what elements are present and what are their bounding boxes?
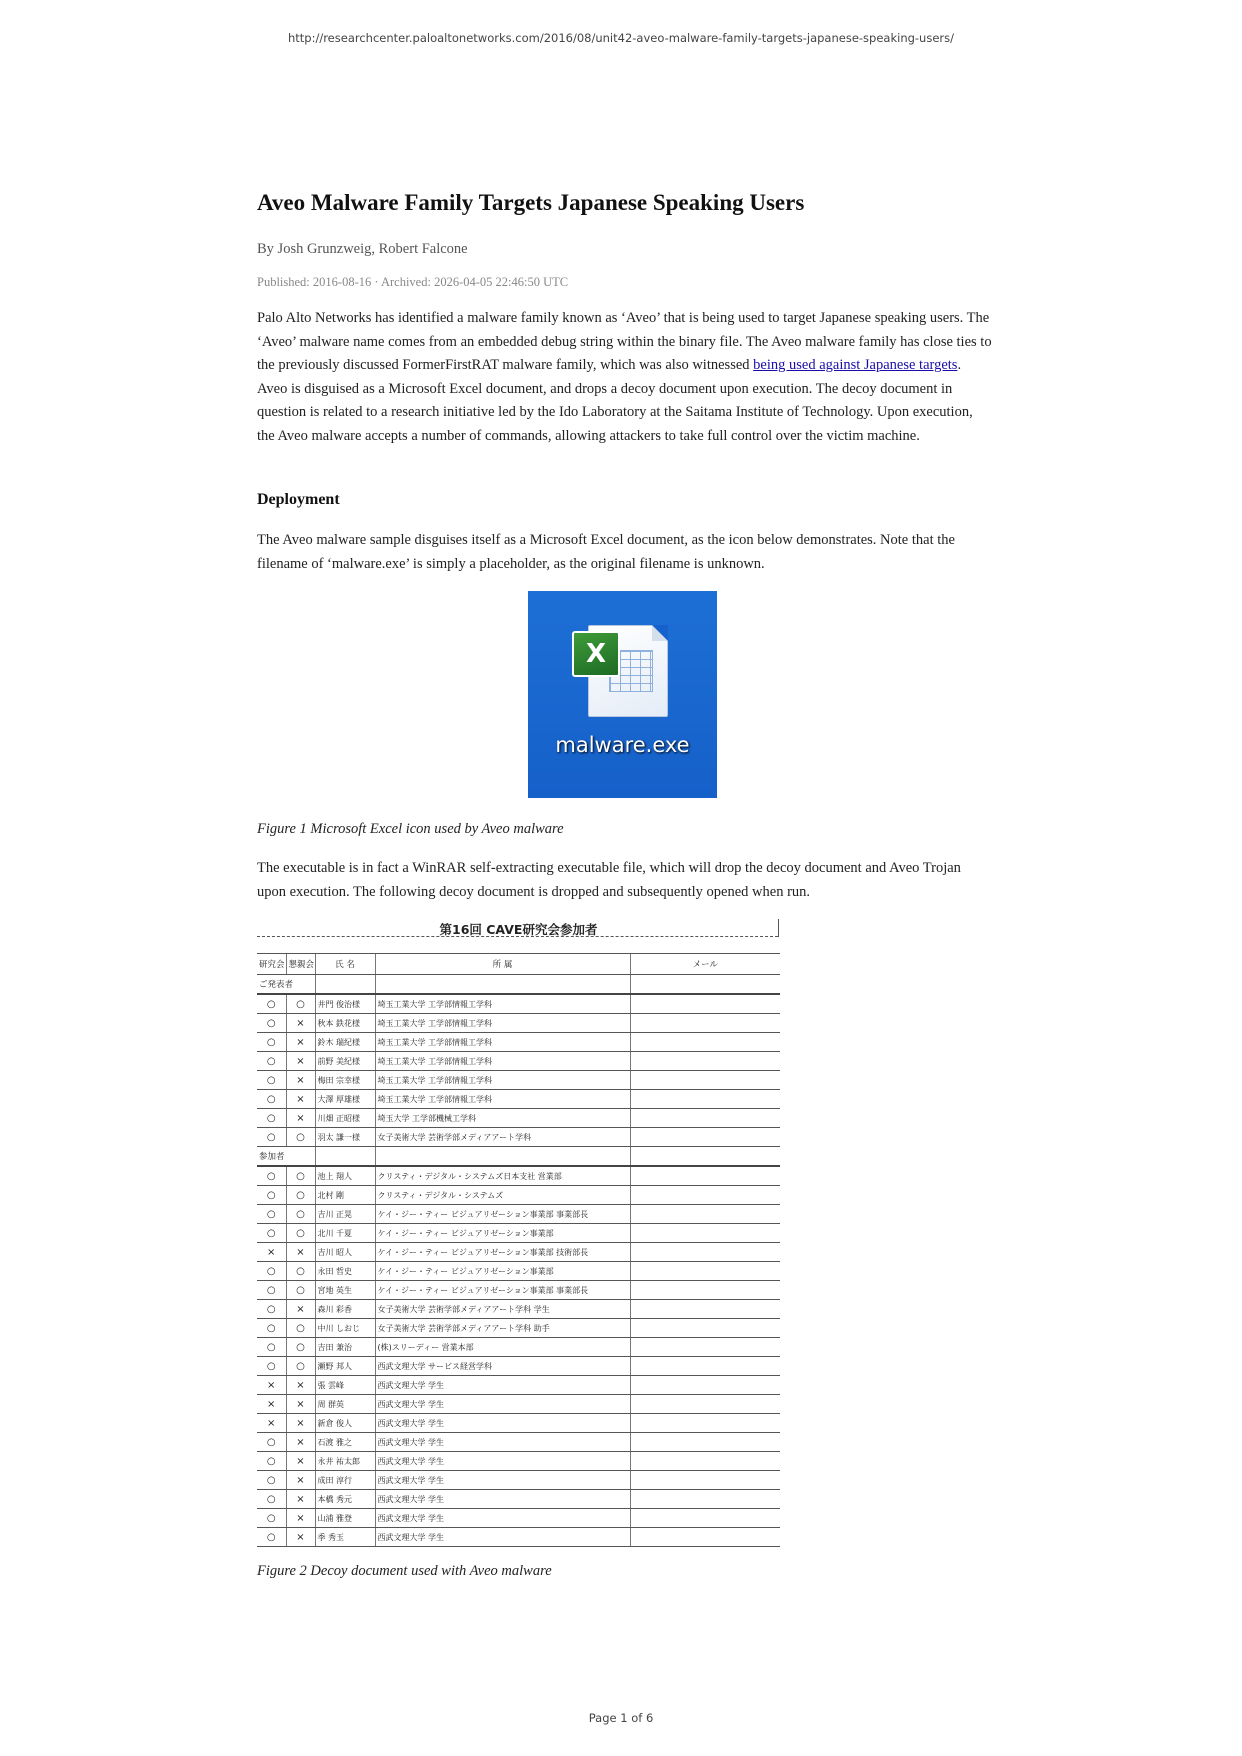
execution-paragraph: The executable is in fact a WinRAR self-extracting executable file, which will drop the decoy document and Aveo Trojan upon execution. The following decoy document is dropped and subsequently opened when run. (257, 860, 961, 900)
section-label: ご発表者 (257, 975, 315, 995)
attendee-name: 梅田 宗幸様 (315, 1071, 375, 1090)
study-mark: ○ (257, 1071, 286, 1090)
deployment-paragraph: The Aveo malware sample disguises itself as a Microsoft Excel document, as the icon below demonstrates. Note that the filename of ‘malware.exe’ is simply a placeholder, as the original filename is unknown. (257, 532, 955, 572)
email-cell (630, 1166, 780, 1186)
study-mark: ○ (257, 1357, 286, 1376)
attendee-name: 前野 美紀様 (315, 1052, 375, 1071)
attendee-name: 新倉 俊人 (315, 1414, 375, 1433)
social-mark: ○ (286, 1338, 315, 1357)
attendee-affiliation: 女子美術大学 芸術学部メディアアート学科 (375, 1128, 630, 1147)
attendee-affiliation: ケイ・ジー・ティー ビジュアリゼーション事業部 事業部長 (375, 1281, 630, 1300)
study-mark: ○ (257, 1166, 286, 1186)
filename-label: malware.exe (555, 733, 690, 757)
social-mark: × (286, 1528, 315, 1547)
email-cell (630, 1281, 780, 1300)
decoy-title: 第16回 CAVE研究会参加者 (439, 922, 598, 937)
attendee-affiliation: 埼玉工業大学 工学部情報工学科 (375, 1033, 630, 1052)
attendee-name: 石渡 雅之 (315, 1433, 375, 1452)
email-cell (630, 1014, 780, 1033)
page-fold (652, 625, 668, 641)
email-cell (630, 1509, 780, 1528)
email-cell (630, 1395, 780, 1414)
attendee-name: 森川 彩香 (315, 1300, 375, 1319)
empty-cell (630, 1147, 780, 1167)
study-mark: ○ (257, 1052, 286, 1071)
email-cell (630, 1090, 780, 1109)
table-row (257, 1471, 780, 1490)
attendee-name: 北村 剛 (315, 1186, 375, 1205)
email-cell (630, 1357, 780, 1376)
social-mark: ○ (286, 1128, 315, 1147)
study-mark: ○ (257, 1509, 286, 1528)
attendee-affiliation: 西武文理大学 学生 (375, 1452, 630, 1471)
attendee-affiliation: 西武文理大学 学生 (375, 1395, 630, 1414)
attendee-affiliation: 埼玉工業大学 工学部情報工学科 (375, 1052, 630, 1071)
email-cell (630, 1186, 780, 1205)
figure-decoy-document (257, 917, 780, 1543)
attendee-name: 吉田 兼治 (315, 1338, 375, 1357)
intro-paragraph (257, 307, 993, 448)
table-row (257, 1357, 780, 1376)
attendee-name: 周 群英 (315, 1395, 375, 1414)
attendee-affiliation: 西武文理大学 学生 (375, 1414, 630, 1433)
attendee-name: 井門 俊治様 (315, 994, 375, 1014)
study-mark: ○ (257, 1109, 286, 1128)
publish-meta: Published: 2016-08-16 · Archived: 2026-04-05 22:46:50 UTC (257, 275, 569, 289)
study-mark: ○ (257, 994, 286, 1014)
article-title: Aveo Malware Family Targets Japanese Speaking Users (257, 190, 805, 215)
email-cell (630, 1109, 780, 1128)
study-mark: ○ (257, 1014, 286, 1033)
social-mark: × (286, 1376, 315, 1395)
email-cell (630, 1414, 780, 1433)
table-row (257, 1490, 780, 1509)
email-cell (630, 1262, 780, 1281)
attendee-affiliation: 西武文理大学 学生 (375, 1490, 630, 1509)
table-row (257, 1071, 780, 1090)
empty-cell (315, 1147, 375, 1167)
social-mark: ○ (286, 1281, 315, 1300)
excel-badge-icon: X (572, 631, 620, 677)
attendee-affiliation: 西武文理大学 学生 (375, 1509, 630, 1528)
social-mark: × (286, 1071, 315, 1090)
social-mark: × (286, 1395, 315, 1414)
table-row (257, 1338, 780, 1357)
email-cell (630, 1205, 780, 1224)
study-mark: ○ (257, 1090, 286, 1109)
attendee-affiliation: 女子美術大学 芸術学部メディアアート学科 学生 (375, 1300, 630, 1319)
table-row (257, 1205, 780, 1224)
study-mark: ○ (257, 1433, 286, 1452)
study-mark: ○ (257, 1338, 286, 1357)
attendee-table (257, 953, 780, 1547)
social-mark: ○ (286, 994, 315, 1014)
table-row (257, 1452, 780, 1471)
attendee-name: 山浦 雅登 (315, 1509, 375, 1528)
email-cell (630, 1128, 780, 1147)
table-row (257, 994, 780, 1014)
attendee-affiliation: ケイ・ジー・ティー ビジュアリゼーション事業部 (375, 1262, 630, 1281)
social-mark: × (286, 1452, 315, 1471)
attendee-name: 本橋 秀元 (315, 1490, 375, 1509)
header-name: 氏 名 (315, 954, 375, 975)
study-mark: × (257, 1395, 286, 1414)
email-cell (630, 1033, 780, 1052)
social-mark: × (286, 1014, 315, 1033)
social-mark: ○ (286, 1186, 315, 1205)
social-mark: ○ (286, 1319, 315, 1338)
source-url: http://researchcenter.paloaltonetworks.com/2016/08/unit42-aveo-malware-family-targets-japanese-speaking-users/ (287, 31, 955, 45)
attendee-affiliation: クリスティ・デジタル・システムズ (375, 1186, 630, 1205)
social-mark: ○ (286, 1166, 315, 1186)
table-row (257, 1052, 780, 1071)
email-cell (630, 1376, 780, 1395)
social-mark: × (286, 1243, 315, 1262)
social-mark: ○ (286, 1205, 315, 1224)
header-study-meeting: 研究会 (257, 954, 286, 975)
attendee-name: 吉川 昭人 (315, 1243, 375, 1262)
social-mark: × (286, 1300, 315, 1319)
social-mark: × (286, 1509, 315, 1528)
attendee-affiliation: 西武文理大学 学生 (375, 1376, 630, 1395)
attendee-affiliation: 埼玉工業大学 工学部情報工学科 (375, 994, 630, 1014)
decoy-dashed-rule (257, 936, 778, 937)
attendee-affiliation: 西武文理大学 学生 (375, 1528, 630, 1547)
attendee-name: 成田 淳行 (315, 1471, 375, 1490)
table-row (257, 1109, 780, 1128)
email-cell (630, 1490, 780, 1509)
study-mark: ○ (257, 1262, 286, 1281)
table-row (257, 1414, 780, 1433)
attendee-affiliation: 西武文理大学 学生 (375, 1471, 630, 1490)
email-cell (630, 1243, 780, 1262)
table-row (257, 1509, 780, 1528)
figure-excel-icon (528, 591, 717, 798)
social-mark: × (286, 1471, 315, 1490)
attendee-affiliation: 埼玉工業大学 工学部情報工学科 (375, 1071, 630, 1090)
attendee-name: 北川 千夏 (315, 1224, 375, 1243)
social-mark: × (286, 1490, 315, 1509)
section-row-participants (257, 1147, 780, 1167)
social-mark: × (286, 1052, 315, 1071)
email-cell (630, 1452, 780, 1471)
attendee-affiliation: 埼玉工業大学 工学部情報工学科 (375, 1014, 630, 1033)
social-mark: × (286, 1033, 315, 1052)
attendee-name: 張 雲峰 (315, 1376, 375, 1395)
study-mark: ○ (257, 1471, 286, 1490)
attendee-affiliation: 埼玉大学 工学部機械工学科 (375, 1109, 630, 1128)
header-affiliation: 所 属 (375, 954, 630, 975)
section-label: 参加者 (257, 1147, 315, 1167)
empty-cell (315, 975, 375, 995)
email-cell (630, 1471, 780, 1490)
social-mark: × (286, 1109, 315, 1128)
header-social-meeting: 懇親会 (286, 954, 315, 975)
study-mark: ○ (257, 1490, 286, 1509)
section-heading-deployment: Deployment (257, 491, 340, 508)
intro-text-end: . Aveo is disguised as a Microsoft Excel document, and drops a decoy document upon execution. The decoy document in question is related to a research initiative led by the Ido Laboratory at the Saitama Institute of Technology. Upon execution, the Aveo malware accepts a number of commands, allowing attackers to take full control over the victim machine. (257, 357, 973, 444)
table-row (257, 1090, 780, 1109)
japanese-targets-link[interactable]: being used against Japanese targets (753, 357, 958, 373)
study-mark: ○ (257, 1186, 286, 1205)
intro-text-start: Palo Alto Networks has identified a malware family known as ‘Aveo’ that is being used to target Japanese speaking users. The ‘Aveo’ malware name comes from an embedded debug string within the binary file. The Aveo malware family has close ties to the previously discussed FormerFirstRAT malware family, which was also witnessed (257, 310, 992, 373)
study-mark: × (257, 1243, 286, 1262)
social-mark: × (286, 1433, 315, 1452)
table-row (257, 1395, 780, 1414)
email-cell (630, 1433, 780, 1452)
table-header-row (257, 954, 780, 975)
section-row-presenters (257, 975, 780, 995)
figure1-caption: Figure 1 Microsoft Excel icon used by Aveo malware (257, 821, 564, 837)
byline: By Josh Grunzweig, Robert Falcone (257, 241, 468, 257)
attendee-affiliation: 女子美術大学 芸術学部メディアアート学科 助手 (375, 1319, 630, 1338)
header-email: メール (630, 954, 780, 975)
attendee-affiliation: ケイ・ジー・ティー ビジュアリゼーション事業部 事業部長 (375, 1205, 630, 1224)
study-mark: × (257, 1414, 286, 1433)
study-mark: ○ (257, 1300, 286, 1319)
empty-cell (375, 975, 630, 995)
attendee-name: 鈴木 瑞紀様 (315, 1033, 375, 1052)
table-row (257, 1014, 780, 1033)
study-mark: ○ (257, 1205, 286, 1224)
attendee-affiliation: 西武文理大学 サービス経営学科 (375, 1357, 630, 1376)
table-row (257, 1033, 780, 1052)
table-row (257, 1528, 780, 1547)
attendee-name: 瀬野 邦人 (315, 1357, 375, 1376)
social-mark: ○ (286, 1262, 315, 1281)
attendee-name: 川畑 正昭様 (315, 1109, 375, 1128)
attendee-name: 池上 翔人 (315, 1166, 375, 1186)
attendee-name: 永田 哲史 (315, 1262, 375, 1281)
email-cell (630, 1338, 780, 1357)
email-cell (630, 1300, 780, 1319)
attendee-affiliation: ケイ・ジー・ティー ビジュアリゼーション事業部 (375, 1224, 630, 1243)
table-row (257, 1262, 780, 1281)
figure2-caption: Figure 2 Decoy document used with Aveo malware (257, 1563, 552, 1579)
attendee-affiliation: クリスティ・デジタル・システムズ日本支社 営業部 (375, 1166, 630, 1186)
page-number: Page 1 of 6 (588, 1711, 654, 1725)
table-row (257, 1376, 780, 1395)
study-mark: ○ (257, 1452, 286, 1471)
table-row (257, 1319, 780, 1338)
table-row (257, 1243, 780, 1262)
study-mark: ○ (257, 1224, 286, 1243)
attendee-name: 羽太 謙一様 (315, 1128, 375, 1147)
table-row (257, 1166, 780, 1186)
table-row (257, 1128, 780, 1147)
email-cell (630, 1528, 780, 1547)
attendee-name: 秋本 鉄花様 (315, 1014, 375, 1033)
study-mark: × (257, 1376, 286, 1395)
study-mark: ○ (257, 1528, 286, 1547)
study-mark: ○ (257, 1319, 286, 1338)
empty-cell (630, 975, 780, 995)
attendee-name: 大澤 厚雄様 (315, 1090, 375, 1109)
table-row (257, 1186, 780, 1205)
study-mark: ○ (257, 1281, 286, 1300)
attendee-affiliation: 埼玉工業大学 工学部情報工学科 (375, 1090, 630, 1109)
social-mark: ○ (286, 1357, 315, 1376)
attendee-name: 永井 祐太郎 (315, 1452, 375, 1471)
attendee-affiliation: (株)スリーディー 営業本部 (375, 1338, 630, 1357)
attendee-affiliation: 西武文理大学 学生 (375, 1433, 630, 1452)
email-cell (630, 1071, 780, 1090)
decoy-right-rule (778, 919, 779, 937)
social-mark: × (286, 1090, 315, 1109)
study-mark: ○ (257, 1128, 286, 1147)
empty-cell (375, 1147, 630, 1167)
social-mark: × (286, 1414, 315, 1433)
attendee-name: 吉川 正晃 (315, 1205, 375, 1224)
attendee-name: 中川 しおじ (315, 1319, 375, 1338)
email-cell (630, 1224, 780, 1243)
table-row (257, 1433, 780, 1452)
attendee-name: 季 秀玉 (315, 1528, 375, 1547)
table-row (257, 1224, 780, 1243)
table-row (257, 1281, 780, 1300)
email-cell (630, 1052, 780, 1071)
email-cell (630, 994, 780, 1014)
social-mark: ○ (286, 1224, 315, 1243)
table-row (257, 1300, 780, 1319)
study-mark: ○ (257, 1033, 286, 1052)
email-cell (630, 1319, 780, 1338)
attendee-affiliation: ケイ・ジー・ティー ビジュアリゼーション事業部 技術部長 (375, 1243, 630, 1262)
attendee-name: 宮地 英生 (315, 1281, 375, 1300)
